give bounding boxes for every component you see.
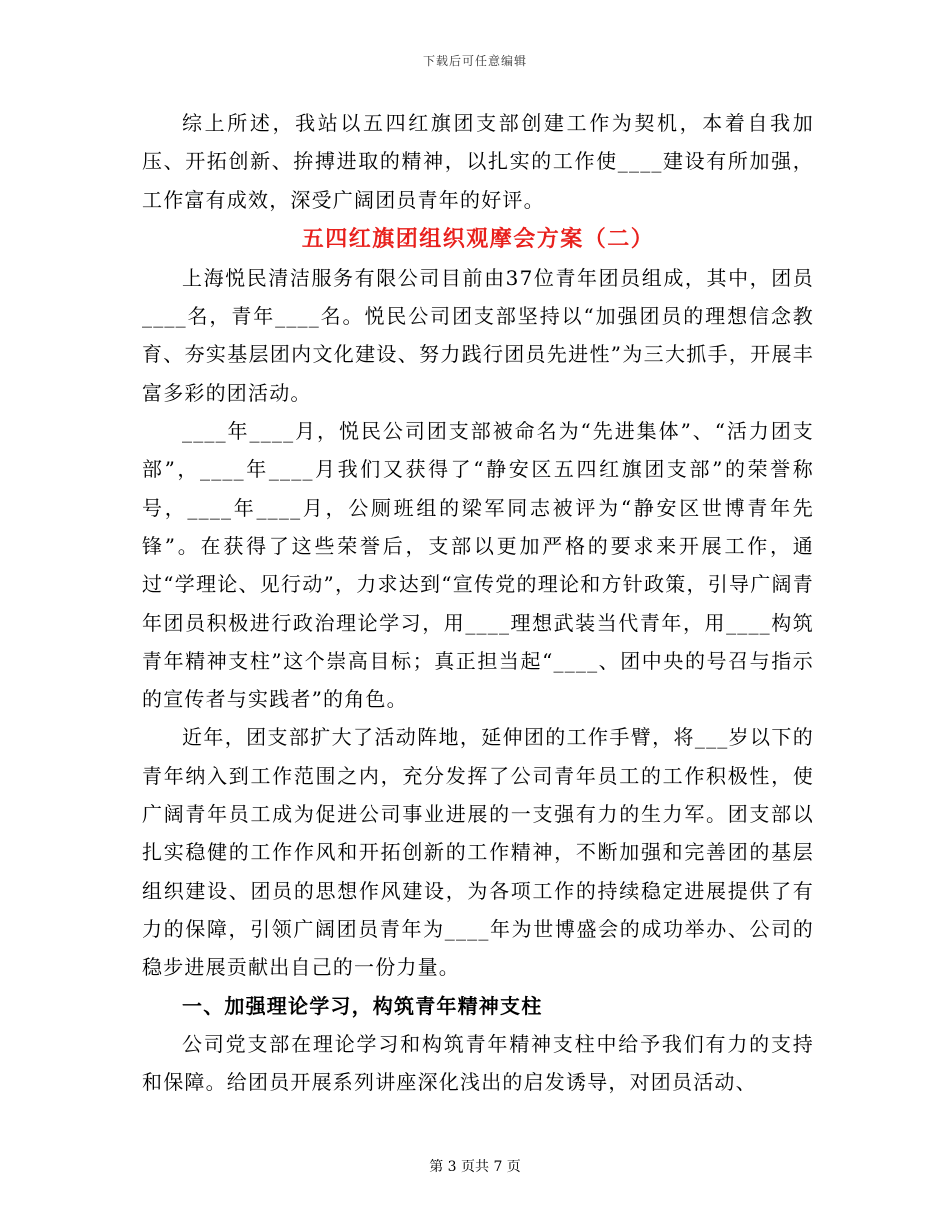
paragraph-party-support: 公司党支部在理论学习和构筑青年精神支柱中给予我们有力的支持和保障。给团员开展系列讲座深化浅出的启发诱导，对团员活动、 (142, 1031, 814, 1095)
paragraph-expansion: 近年，团支部扩大了活动阵地，延伸团的工作手臂，将___岁以下的青年纳入到工作范围之内，充分发挥了公司青年员工的工作积极性，使广阔青年员工成为促进公司事业进展的一支强有力的生力军。团支部以扎实稳健的工作作风和开拓创新的工作精神，不断加强和完善团的基层组织建设、团员的思想作风建设，为各项工作的持续稳定进展提供了有力的保障，引领广阔团员青年为____年为世博盛会的成功举办、公司的稳步进展贡献出自己的一份力量。 (142, 725, 814, 980)
page-header: 下载后可任意编辑 (422, 54, 527, 68)
paragraph-honors: ____年____月，悦民公司团支部被命名为“先进集体”、“活力团支部”，____年____月我们又获得了“静安区五四红旗团支部”的荣誉称号，____年____月，公厕班组的梁军同志被评为“静安区世博青年先锋”。在获得了这些荣誉后，支部以更加严格的要求来开展工作，通过“学理论、见行动”，力求达到“宣传党的理论和方针政策，引导广阔青年团员积极进行政治理论学习，用____理想武装当代青年，用____构筑青年精神支柱”这个崇高目标；真正担当起“____、团中央的号召与指示的宣传者与实践者”的角色。 (142, 419, 814, 712)
paragraph-company-intro: 上海悦民清洁服务有限公司目前由37位青年团员组成，其中，团员____名，青年____名。悦民公司团支部坚持以“加强团员的理想信念教育、夯实基层团内文化建设、努力践行团员先进性”为三大抓手，开展丰富多彩的团活动。 (142, 265, 814, 405)
section-heading: 一、加强理论学习，构筑青年精神支柱 (182, 993, 543, 1018)
document-title: 五四红旗团组织观摩会方案（二） (301, 225, 655, 252)
page-number: 第 3 页共 7 页 (429, 1159, 521, 1175)
document-body (142, 104, 814, 1101)
paragraph-summary: 综上所述，我站以五四红旗团支部创建工作为契机，本着自我加压、开拓创新、拚搏进取的精神，以扎实的工作使____建设有所加强，工作富有成效，深受广阔团员青年的好评。 (142, 111, 814, 212)
